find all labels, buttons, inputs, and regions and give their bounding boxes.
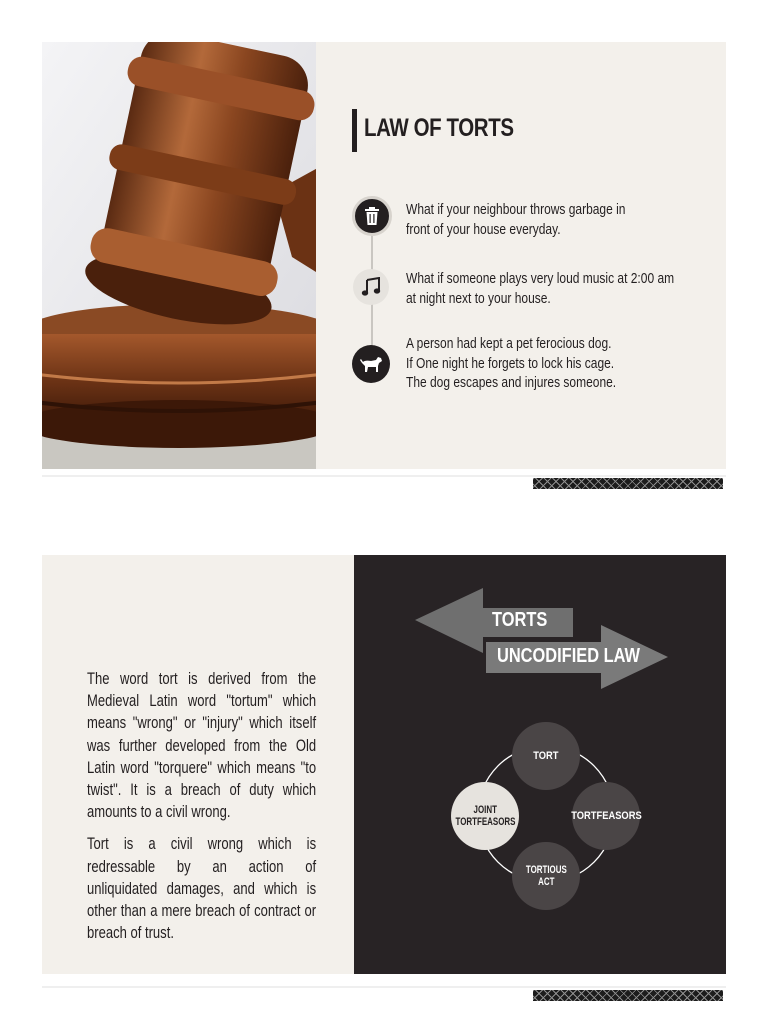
definition-text xyxy=(87,668,316,954)
definition-paragraph: The word tort is derived from the Medieval Latin word "tortum" which means "wrong" or "injury" which itself was further developed from the Old Latin word "torquere" which means "to twist". It is a breach of duty which amounts to a civil wrong. xyxy=(87,670,317,822)
hatch-decoration xyxy=(533,478,723,489)
definition-paragraph: Tort is a civil wrong which is redressable by an action of unliquidated damages, and which is other than a mere breach of contract or breach of trust. xyxy=(87,835,317,943)
page-title: LAW OF TORTS xyxy=(364,114,514,142)
node-tortious-act: TORTIOUS ACT xyxy=(512,842,580,910)
title-accent-bar xyxy=(352,109,357,152)
tort-diagram-panel xyxy=(354,555,726,974)
scenario-garbage: What if your neighbour throws garbage in front of your house everyday. xyxy=(406,201,626,238)
arrow-label-torts: TORTS xyxy=(492,609,548,631)
gavel-image xyxy=(42,42,316,469)
scenario-loud-music: What if someone plays very loud music at 2:00 am at night next to your house. xyxy=(406,270,675,307)
node-joint-tortfeasors: JOINT TORTFEASORS xyxy=(451,782,519,850)
divider xyxy=(42,475,726,477)
node-tortfeasors: TORTFEASORS xyxy=(572,782,640,850)
trash-icon xyxy=(352,196,392,236)
slide-tort-definition xyxy=(42,555,726,974)
divider xyxy=(42,986,726,988)
slide-law-of-torts xyxy=(42,42,726,469)
hatch-decoration xyxy=(533,990,723,1001)
scenario-dog: A person had kept a pet ferocious dog. If One night he forgets to lock his cage. The dog escapes and injures someone. xyxy=(406,335,617,391)
music-note-icon xyxy=(353,269,389,305)
arrow-label-uncodified-law: UNCODIFIED LAW xyxy=(497,645,641,667)
node-tort: TORT xyxy=(512,722,580,790)
dog-icon xyxy=(352,345,390,383)
